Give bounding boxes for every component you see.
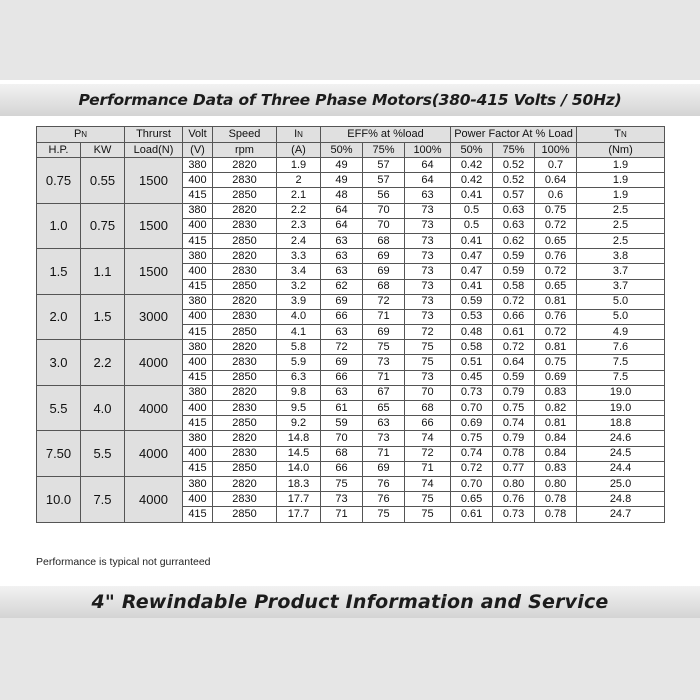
kw-cell: 2.2 [81,340,125,386]
pf-100-cell: 0.78 [535,507,577,522]
eff-50-cell: 69 [321,294,363,309]
hp-cell: 1.0 [37,203,81,249]
hp-cell: 5.5 [37,385,81,431]
thrust-cell: 1500 [125,158,183,204]
pf-100-cell: 0.75 [535,355,577,370]
table-row [37,203,665,218]
eff-75-cell: 73 [363,355,405,370]
eff-100-cell: 72 [405,446,451,461]
torque-cell: 24.8 [577,492,665,507]
table-row [37,294,665,309]
thrust-cell: 4000 [125,385,183,431]
speed-cell: 2830 [213,218,277,233]
pf-50-cell: 0.42 [451,173,493,188]
pf-100-cell: 0.81 [535,294,577,309]
pf-100-cell: 0.80 [535,476,577,491]
disclaimer-note: Performance is typical not gurranteed [36,556,211,568]
kw-cell: 7.5 [81,476,125,522]
eff-75-cell: 71 [363,309,405,324]
pf-100-cell: 0.76 [535,249,577,264]
volt-cell: 400 [183,173,213,188]
volt-cell: 380 [183,294,213,309]
eff-75-cell: 72 [363,294,405,309]
pf-50-cell: 0.53 [451,309,493,324]
pf-100-cell: 0.65 [535,233,577,248]
speed-cell: 2820 [213,476,277,491]
eff-75-cell: 70 [363,218,405,233]
table-row [37,476,665,491]
torque-cell: 19.0 [577,385,665,400]
torque-cell: 3.8 [577,249,665,264]
pf-75-cell: 0.76 [493,492,535,507]
speed-unit-header: rpm [213,143,277,158]
footer-banner: 4" Rewindable Product Information and Service [0,586,700,618]
volt-header: Volt [183,127,213,143]
eff-50-cell: 70 [321,431,363,446]
speed-cell: 2820 [213,385,277,400]
pf-75-cell: 0.72 [493,340,535,355]
table-row [37,340,665,355]
volt-cell: 380 [183,385,213,400]
pf-75-cell: 0.52 [493,158,535,173]
eff-75-cell: 76 [363,492,405,507]
pf-100-cell: 0.75 [535,203,577,218]
pf-50-cell: 0.65 [451,492,493,507]
eff-50-cell: 63 [321,325,363,340]
eff-50-cell: 72 [321,340,363,355]
volt-cell: 380 [183,340,213,355]
eff-75-cell: 56 [363,188,405,203]
speed-cell: 2820 [213,203,277,218]
current-cell: 2 [277,173,321,188]
pf-50-cell: 0.61 [451,507,493,522]
pf-50-cell: 0.58 [451,340,493,355]
volt-cell: 415 [183,233,213,248]
torque-cell: 18.8 [577,416,665,431]
pf-50-cell: 0.42 [451,158,493,173]
eff-75-cell: 68 [363,279,405,294]
eff-100-cell: 72 [405,325,451,340]
eff-50-cell: 71 [321,507,363,522]
torque-cell: 7.6 [577,340,665,355]
volt-cell: 415 [183,507,213,522]
pf-75-cell: 0.73 [493,507,535,522]
volt-cell: 400 [183,446,213,461]
pf-50-cell: 0.51 [451,355,493,370]
header-row-2 [37,143,665,158]
eff-50-cell: 49 [321,173,363,188]
volt-cell: 415 [183,370,213,385]
pf-50-cell: 0.5 [451,203,493,218]
pf-75-cell: 0.80 [493,476,535,491]
pf-100-cell: 0.76 [535,309,577,324]
torque-cell: 2.5 [577,233,665,248]
volt-unit-header: (V) [183,143,213,158]
power-factor-header: Power Factor At % Load [451,127,577,143]
pf-75-cell: 0.58 [493,279,535,294]
eff-50-cell: 59 [321,416,363,431]
current-cell: 9.2 [277,416,321,431]
torque-cell: 24.4 [577,461,665,476]
eff-50-cell: 62 [321,279,363,294]
eff-75-cell: 70 [363,203,405,218]
eff-50-cell: 64 [321,203,363,218]
eff-50-cell: 49 [321,158,363,173]
thrust-cell: 1500 [125,203,183,249]
speed-cell: 2850 [213,325,277,340]
current-cell: 2.3 [277,218,321,233]
pf-100-cell: 0.6 [535,188,577,203]
eff-50-cell: 66 [321,370,363,385]
eff-100-cell: 75 [405,492,451,507]
eff-100-cell: 73 [405,279,451,294]
eff-100-cell: 74 [405,476,451,491]
volt-cell: 380 [183,249,213,264]
pf-75-cell: 0.59 [493,249,535,264]
eff-100-cell: 64 [405,158,451,173]
pf-75-cell: 0.61 [493,325,535,340]
thrust-cell: 3000 [125,294,183,340]
volt-cell: 415 [183,461,213,476]
torque-cell: 25.0 [577,476,665,491]
eff-50-cell: 64 [321,218,363,233]
pf-100-cell: 0.84 [535,446,577,461]
eff-75-cell: 75 [363,340,405,355]
pf-50-cell: 0.73 [451,385,493,400]
pf-50-cell: 0.45 [451,370,493,385]
speed-cell: 2830 [213,173,277,188]
volt-cell: 415 [183,188,213,203]
volt-cell: 400 [183,218,213,233]
in-header: IN [277,127,321,143]
table-row [37,431,665,446]
torque-cell: 1.9 [577,158,665,173]
pf-75-cell: 0.77 [493,461,535,476]
eff-75-cell: 71 [363,370,405,385]
pf-100-cell: 0.72 [535,218,577,233]
pf-75-cell: 0.63 [493,203,535,218]
kw-cell: 1.5 [81,294,125,340]
eff-75-cell: 71 [363,446,405,461]
eff-75-cell: 68 [363,233,405,248]
eff-75-cell: 69 [363,264,405,279]
eff-75-cell: 75 [363,507,405,522]
volt-cell: 380 [183,476,213,491]
kw-cell: 5.5 [81,431,125,477]
eff-100-cell: 70 [405,385,451,400]
hp-cell: 1.5 [37,249,81,295]
eff-50-cell: 63 [321,233,363,248]
eff-50-cell: 73 [321,492,363,507]
pf-75-header: 75% [493,143,535,158]
pf-50-header: 50% [451,143,493,158]
current-cell: 2.4 [277,233,321,248]
pn-header: PN [37,127,125,143]
pf-100-cell: 0.81 [535,340,577,355]
eff-header: EFF% at %load [321,127,451,143]
table-row [37,158,665,173]
current-cell: 3.9 [277,294,321,309]
current-cell: 1.9 [277,158,321,173]
eff-100-cell: 75 [405,507,451,522]
table-row [37,385,665,400]
eff-50-cell: 66 [321,309,363,324]
torque-cell: 1.9 [577,173,665,188]
pf-100-cell: 0.65 [535,279,577,294]
volt-cell: 380 [183,203,213,218]
pf-75-cell: 0.79 [493,385,535,400]
eff-75-cell: 65 [363,401,405,416]
torque-cell: 2.5 [577,203,665,218]
thrust-cell: 4000 [125,340,183,386]
eff-100-cell: 73 [405,294,451,309]
current-cell: 14.5 [277,446,321,461]
pf-100-cell: 0.83 [535,385,577,400]
volt-cell: 400 [183,401,213,416]
volt-cell: 400 [183,355,213,370]
torque-cell: 3.7 [577,279,665,294]
thrust-header: Thrurst [125,127,183,143]
torque-cell: 19.0 [577,401,665,416]
current-cell: 17.7 [277,492,321,507]
eff-100-cell: 64 [405,173,451,188]
header-row-1 [37,127,665,143]
hp-cell: 7.50 [37,431,81,477]
pf-75-cell: 0.72 [493,294,535,309]
pf-100-cell: 0.82 [535,401,577,416]
tn-unit-header: (Nm) [577,143,665,158]
torque-cell: 24.5 [577,446,665,461]
current-cell: 9.5 [277,401,321,416]
eff-100-cell: 75 [405,355,451,370]
volt-cell: 415 [183,416,213,431]
pf-50-cell: 0.70 [451,401,493,416]
eff-50-cell: 63 [321,385,363,400]
pf-100-cell: 0.69 [535,370,577,385]
volt-cell: 400 [183,309,213,324]
table-row [37,249,665,264]
volt-cell: 400 [183,264,213,279]
hp-header: H.P. [37,143,81,158]
current-cell: 6.3 [277,370,321,385]
volt-cell: 400 [183,492,213,507]
current-cell: 2.1 [277,188,321,203]
speed-cell: 2830 [213,355,277,370]
eff-100-cell: 75 [405,340,451,355]
speed-cell: 2850 [213,461,277,476]
pf-50-cell: 0.41 [451,188,493,203]
speed-cell: 2830 [213,401,277,416]
pf-50-cell: 0.5 [451,218,493,233]
speed-cell: 2820 [213,158,277,173]
pf-100-cell: 0.7 [535,158,577,173]
kw-header: KW [81,143,125,158]
current-cell: 14.8 [277,431,321,446]
speed-cell: 2850 [213,233,277,248]
pf-50-cell: 0.47 [451,249,493,264]
current-cell: 3.3 [277,249,321,264]
pf-50-cell: 0.41 [451,279,493,294]
pf-75-cell: 0.79 [493,431,535,446]
current-cell: 5.8 [277,340,321,355]
pf-100-cell: 0.72 [535,264,577,279]
kw-cell: 1.1 [81,249,125,295]
pf-75-cell: 0.59 [493,370,535,385]
current-cell: 3.4 [277,264,321,279]
pf-100-cell: 0.83 [535,461,577,476]
pf-50-cell: 0.47 [451,264,493,279]
eff-75-cell: 73 [363,431,405,446]
pf-50-cell: 0.41 [451,233,493,248]
pf-75-cell: 0.63 [493,218,535,233]
torque-cell: 5.0 [577,309,665,324]
eff-100-cell: 74 [405,431,451,446]
pf-75-cell: 0.78 [493,446,535,461]
current-cell: 5.9 [277,355,321,370]
volt-cell: 415 [183,279,213,294]
pf-100-header: 100% [535,143,577,158]
current-cell: 9.8 [277,385,321,400]
thrust-unit-header: Load(N) [125,143,183,158]
torque-cell: 3.7 [577,264,665,279]
pf-75-cell: 0.75 [493,401,535,416]
current-cell: 17.7 [277,507,321,522]
pf-75-cell: 0.57 [493,188,535,203]
current-cell: 14.0 [277,461,321,476]
pf-50-cell: 0.74 [451,446,493,461]
pf-50-cell: 0.59 [451,294,493,309]
eff-100-cell: 73 [405,233,451,248]
eff-100-cell: 73 [405,264,451,279]
tn-header: TN [577,127,665,143]
eff-75-cell: 57 [363,173,405,188]
eff-75-cell: 69 [363,461,405,476]
torque-cell: 5.0 [577,294,665,309]
pf-50-cell: 0.75 [451,431,493,446]
thrust-cell: 4000 [125,476,183,522]
kw-cell: 0.55 [81,158,125,204]
eff-100-cell: 73 [405,203,451,218]
eff-75-header: 75% [363,143,405,158]
speed-cell: 2830 [213,446,277,461]
speed-cell: 2830 [213,309,277,324]
hp-cell: 0.75 [37,158,81,204]
thrust-cell: 1500 [125,249,183,295]
torque-cell: 7.5 [577,370,665,385]
speed-cell: 2830 [213,264,277,279]
eff-100-cell: 71 [405,461,451,476]
speed-cell: 2850 [213,507,277,522]
pf-100-cell: 0.72 [535,325,577,340]
eff-75-cell: 69 [363,325,405,340]
speed-header: Speed [213,127,277,143]
pf-50-cell: 0.70 [451,476,493,491]
volt-cell: 415 [183,325,213,340]
speed-cell: 2820 [213,294,277,309]
torque-cell: 7.5 [577,355,665,370]
pf-50-cell: 0.69 [451,416,493,431]
pf-75-cell: 0.74 [493,416,535,431]
in-unit-header: (A) [277,143,321,158]
eff-75-cell: 67 [363,385,405,400]
eff-75-cell: 63 [363,416,405,431]
pf-100-cell: 0.64 [535,173,577,188]
thrust-cell: 4000 [125,431,183,477]
eff-100-cell: 73 [405,218,451,233]
eff-50-header: 50% [321,143,363,158]
eff-50-cell: 63 [321,249,363,264]
eff-75-cell: 69 [363,249,405,264]
pf-75-cell: 0.62 [493,233,535,248]
torque-cell: 24.7 [577,507,665,522]
volt-cell: 380 [183,158,213,173]
eff-100-cell: 66 [405,416,451,431]
speed-cell: 2850 [213,370,277,385]
pf-100-cell: 0.84 [535,431,577,446]
speed-cell: 2820 [213,249,277,264]
pf-75-cell: 0.52 [493,173,535,188]
hp-cell: 2.0 [37,294,81,340]
speed-cell: 2820 [213,431,277,446]
eff-100-cell: 73 [405,370,451,385]
pf-75-cell: 0.64 [493,355,535,370]
speed-cell: 2830 [213,492,277,507]
speed-cell: 2820 [213,340,277,355]
kw-cell: 4.0 [81,385,125,431]
pf-100-cell: 0.81 [535,416,577,431]
torque-cell: 4.9 [577,325,665,340]
pf-100-cell: 0.78 [535,492,577,507]
current-cell: 3.2 [277,279,321,294]
hp-cell: 3.0 [37,340,81,386]
kw-cell: 0.75 [81,203,125,249]
pf-50-cell: 0.48 [451,325,493,340]
eff-50-cell: 68 [321,446,363,461]
eff-50-cell: 61 [321,401,363,416]
volt-cell: 380 [183,431,213,446]
speed-cell: 2850 [213,279,277,294]
pf-75-cell: 0.66 [493,309,535,324]
eff-100-cell: 68 [405,401,451,416]
eff-100-cell: 63 [405,188,451,203]
hp-cell: 10.0 [37,476,81,522]
current-cell: 2.2 [277,203,321,218]
eff-50-cell: 63 [321,264,363,279]
current-cell: 18.3 [277,476,321,491]
eff-50-cell: 48 [321,188,363,203]
speed-cell: 2850 [213,188,277,203]
performance-table [36,126,665,523]
speed-cell: 2850 [213,416,277,431]
eff-50-cell: 75 [321,476,363,491]
eff-100-header: 100% [405,143,451,158]
torque-cell: 1.9 [577,188,665,203]
eff-100-cell: 73 [405,309,451,324]
page-title: Performance Data of Three Phase Motors(380-415 Volts / 50Hz) [0,84,700,116]
eff-100-cell: 73 [405,249,451,264]
torque-cell: 24.6 [577,431,665,446]
eff-50-cell: 69 [321,355,363,370]
pf-50-cell: 0.72 [451,461,493,476]
eff-75-cell: 76 [363,476,405,491]
pf-75-cell: 0.59 [493,264,535,279]
current-cell: 4.0 [277,309,321,324]
eff-75-cell: 57 [363,158,405,173]
torque-cell: 2.5 [577,218,665,233]
eff-50-cell: 66 [321,461,363,476]
current-cell: 4.1 [277,325,321,340]
